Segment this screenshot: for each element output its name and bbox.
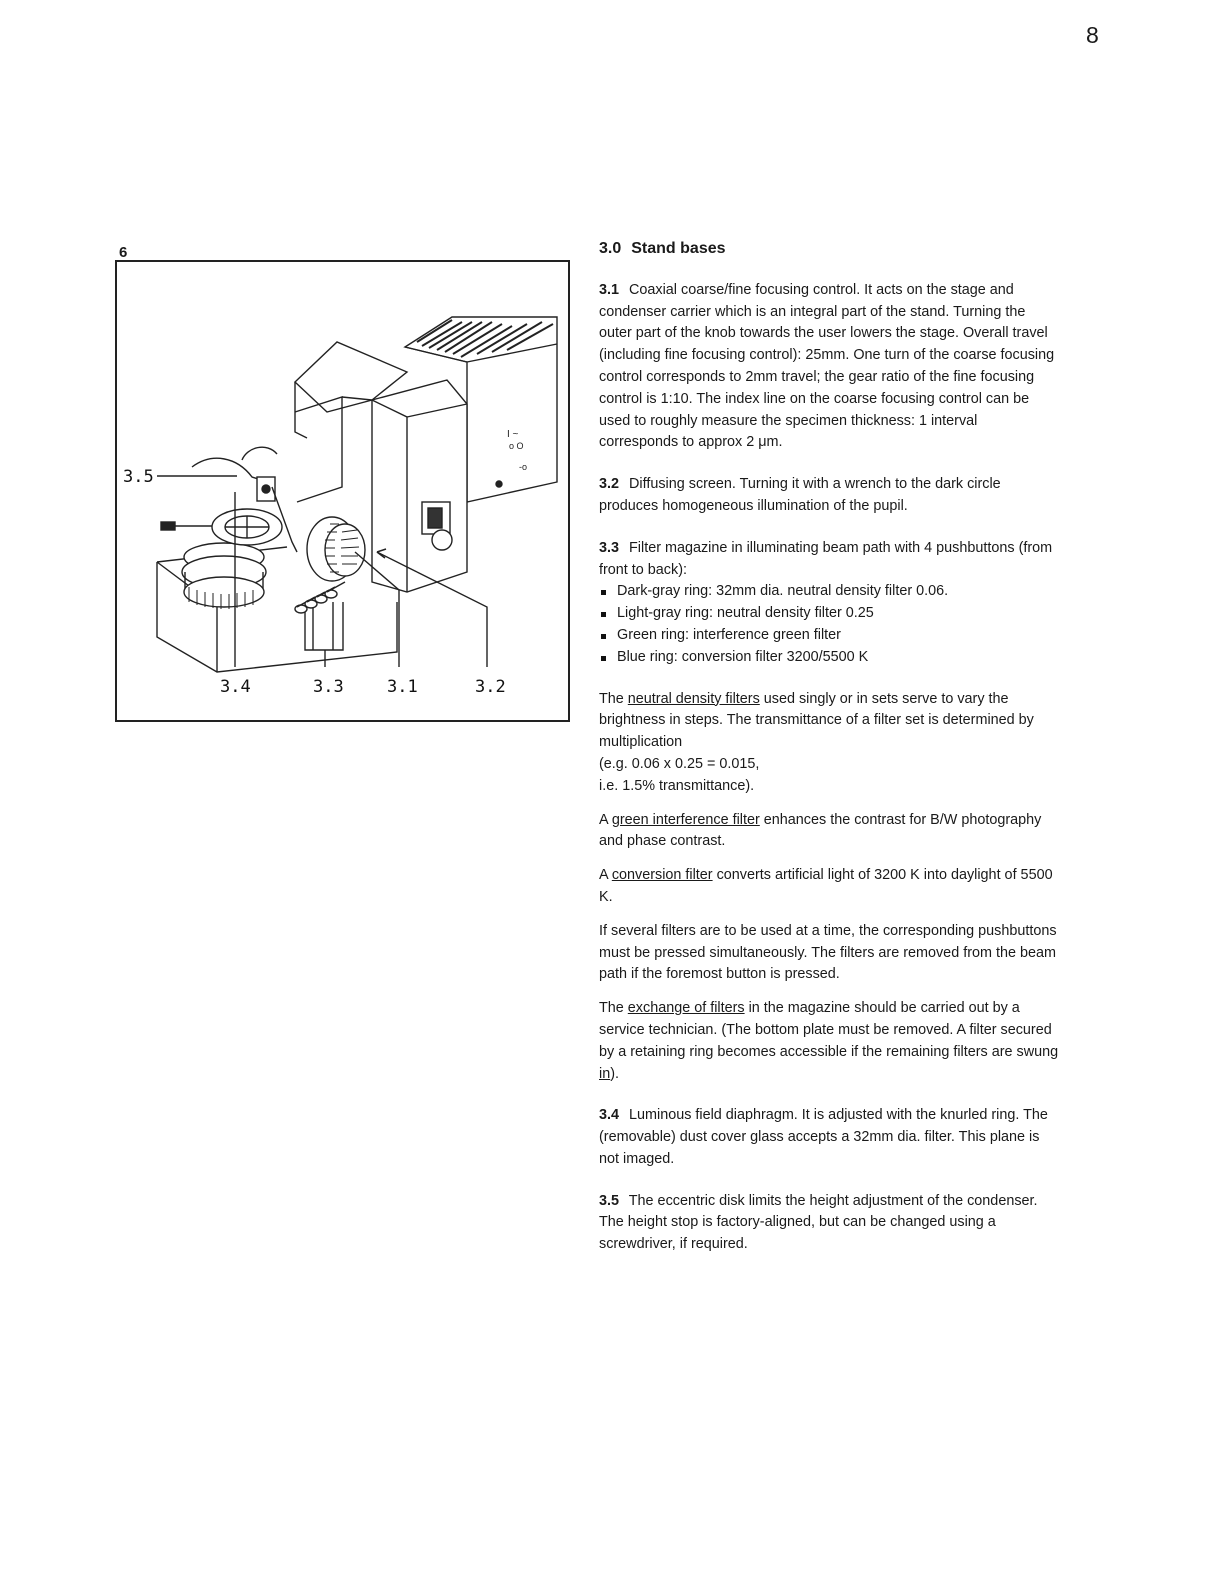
- figure-label-3-2: 3.2: [475, 677, 506, 697]
- conversion-filter-term: conversion filter: [611, 867, 713, 884]
- section-3-5: [599, 1191, 1059, 1256]
- section-3-5-number: 3.5: [599, 1192, 620, 1209]
- section-3-4-number: 3.4: [599, 1107, 620, 1124]
- text-fragment: A: [599, 811, 612, 828]
- figure-label-3-5: 3.5: [123, 467, 154, 487]
- page-number: 8: [1086, 22, 1099, 48]
- text-fragment: in the magazine should be carried out by a service technician. (The bottom plate must be removed. A filter secured by a retaining ring becomes accessible if the remaining filters are swung: [599, 1000, 1059, 1060]
- section-3-1: [599, 280, 1059, 454]
- figure-label-3-4: 3.4: [220, 677, 251, 697]
- figure-number: 6: [119, 244, 128, 261]
- neutral-density-term: neutral density filters: [627, 690, 760, 707]
- section-title: Stand bases: [631, 240, 726, 257]
- exchange-filters-term: exchange of filters: [627, 1000, 745, 1017]
- text-column: [599, 238, 1059, 1276]
- filter-list: [599, 581, 1059, 668]
- section-3-1-number: 3.1: [599, 281, 620, 298]
- section-3-4-text: Luminous field diaphragm. It is adjusted with the knurled ring. The (removable) dust cover glass accepts a 32mm dia. filter. This plane is not imaged.: [599, 1107, 1048, 1167]
- section-3-3-text: Filter magazine in illuminating beam path with 4 pushbuttons (from front to back):: [599, 539, 1053, 578]
- text-fragment: enhances the contrast for B/W photography and phase contrast.: [599, 811, 1042, 850]
- text-fragment: ).: [610, 1065, 619, 1082]
- text-fragment: converts artificial light of 3200 K into daylight of 5500 K.: [599, 867, 1053, 905]
- list-item: Dark-gray ring: 32mm dia. neutral density filter 0.06.: [599, 581, 1059, 603]
- green-filter-term: green interference filter: [611, 811, 760, 828]
- list-item: Green ring: interference green filter: [599, 625, 1059, 647]
- text-fragment: The: [599, 690, 628, 707]
- text-fragment: (e.g. 0.06 x 0.25 = 0.015,: [599, 755, 760, 772]
- section-3-2: [599, 474, 1059, 518]
- several-filters-paragraph: If several filters are to be used at a time, the corresponding pushbuttons must be pressed simultaneously. The filters are removed from the beam path if the foremost button is pressed.: [599, 922, 1057, 983]
- list-item: Blue ring: conversion filter 3200/5500 K: [599, 647, 1059, 669]
- exchange-filters-paragraph: [599, 998, 1059, 1085]
- figure-label-3-1: 3.1: [387, 677, 418, 697]
- text-fragment: i.e. 1.5% transmittance).: [599, 777, 755, 794]
- svg-text:I ~: I ~: [507, 429, 519, 440]
- section-3-2-text: Diffusing screen. Turning it with a wrench to the dark circle produces homogeneous illumination of the pupil.: [599, 476, 1001, 514]
- list-item: Light-gray ring: neutral density filter 0.25: [599, 603, 1059, 625]
- figure-illustration: [115, 260, 570, 722]
- conversion-filter-paragraph: [599, 865, 1059, 909]
- section-3-3-number: 3.3: [599, 539, 620, 556]
- microscope-stand-drawing: [117, 262, 572, 724]
- section-number: 3.0: [599, 240, 622, 257]
- svg-text:o O: o O: [509, 441, 524, 451]
- neutral-density-paragraph: [599, 689, 1059, 798]
- swung-in-term: in: [599, 1065, 611, 1082]
- svg-text:-o: -o: [519, 462, 528, 472]
- text-fragment: The: [599, 1000, 628, 1017]
- green-filter-paragraph: [599, 810, 1059, 854]
- section-heading: [599, 238, 1059, 260]
- text-fragment: used singly or in sets serve to vary the brightness in steps. The transmittance of a filter set is determined by multiplication: [599, 690, 1034, 751]
- section-3-3: [599, 538, 1059, 582]
- section-3-1-text: Coaxial coarse/fine focusing control. It acts on the stage and condenser carrier which is an integral part of the stand. Turning the outer part of the knob towards the user lowers the stage. Overall travel (including fine focusing control): 25mm. One turn of the coarse focusing control corresponds to 2mm travel; the gear ratio of the fine focusing control is 1:10. The index line on the coarse focusing control can be used to roughly measure the specimen thickness: 1 interval corresponds to approx 2 μm.: [599, 281, 1055, 451]
- text-fragment: A: [599, 867, 612, 884]
- section-3-4: [599, 1105, 1059, 1170]
- section-3-2-number: 3.2: [599, 476, 620, 493]
- figure-label-3-3: 3.3: [313, 677, 344, 697]
- section-3-5-text: The eccentric disk limits the height adjustment of the condenser. The height stop is factory-aligned, but can be changed using a screwdriver, if required.: [599, 1192, 1038, 1253]
